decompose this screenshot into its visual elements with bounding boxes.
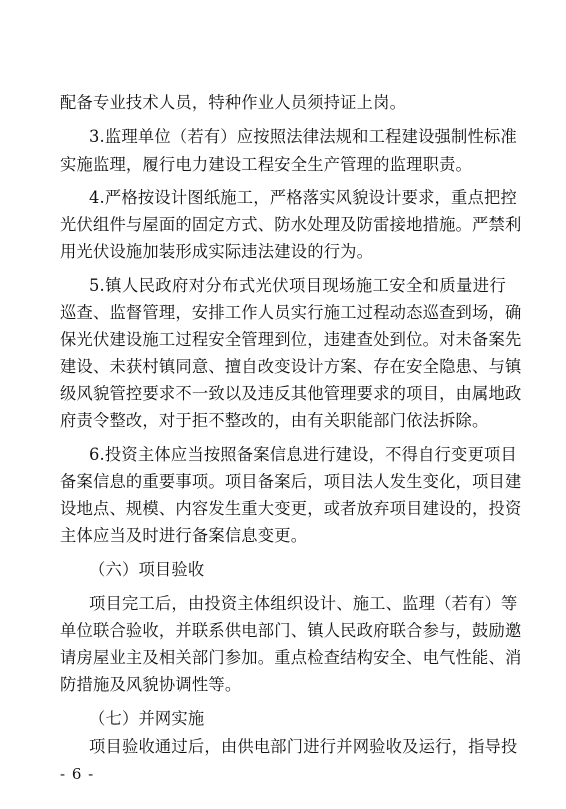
paragraph-line: 保光伏建设施工过程安全管理到位，违建查处到位。对未备案先 — [60, 330, 522, 349]
page-number: - 6 - — [60, 765, 95, 783]
paragraph-line: 级风貌管控要求不一致以及违反其他管理要求的项目，由属地政 — [60, 384, 522, 403]
paragraph-line: 配备专业技术人员，特种作业人员须持证上岗。 — [60, 93, 407, 112]
paragraph-line: 用光伏设施加装形成实际违法建设的行为。 — [60, 242, 374, 261]
section-heading: （六）项目验收 — [89, 560, 205, 579]
paragraph-line: 请房屋业主及相关部门参加。重点检查结构安全、电气性能、消 — [60, 648, 522, 667]
paragraph-line: 单位联合验收，并联系供电部门、镇人民政府联合参与，鼓励邀 — [60, 621, 522, 640]
paragraph-line: 府责令整改，对于拒不整改的，由有关职能部门依法拆除。 — [60, 411, 489, 430]
paragraph-line: 4.严格按设计图纸施工，严格落实风貌设计要求，重点把控 — [89, 188, 517, 207]
paragraph-line: 项目完工后，由投资主体组织设计、施工、监理（若有）等 — [89, 594, 518, 613]
paragraph-line: 项目验收通过后，由供电部门进行并网验收及运行，指导投 — [89, 737, 518, 756]
paragraph-line: 实施监理，履行电力建设工程安全生产管理的监理职责。 — [60, 155, 473, 174]
paragraph-line: 5.镇人民政府对分布式光伏项目现场施工安全和质量进行 — [89, 276, 506, 295]
paragraph-line: 建设、未获村镇同意、擅自改变设计方案、存在安全隐患、与镇 — [60, 357, 522, 376]
paragraph-line: 3.监理单位（若有）应按照法律法规和工程建设强制性标准 — [89, 127, 517, 146]
paragraph-line: 防措施及风貌协调性等。 — [60, 675, 242, 694]
section-heading: （七）并网实施 — [89, 709, 205, 728]
paragraph-line: 主体应当及时进行备案信息变更。 — [60, 526, 308, 545]
paragraph-line: 巡查、监督管理，安排工作人员实行施工过程动态巡查到场，确 — [60, 303, 522, 322]
paragraph-line: 备案信息的重要事项。项目备案后，项目法人发生变化，项目建 — [60, 472, 522, 491]
paragraph-line: 光伏组件与屋面的固定方式、防水处理及防雷接地措施。严禁利 — [60, 215, 522, 234]
paragraph-line: 6.投资主体应当按照备案信息进行建设，不得自行变更项目 — [89, 445, 517, 464]
paragraph-line: 设地点、规模、内容发生重大变更，或者放弃项目建设的，投资 — [60, 499, 522, 518]
